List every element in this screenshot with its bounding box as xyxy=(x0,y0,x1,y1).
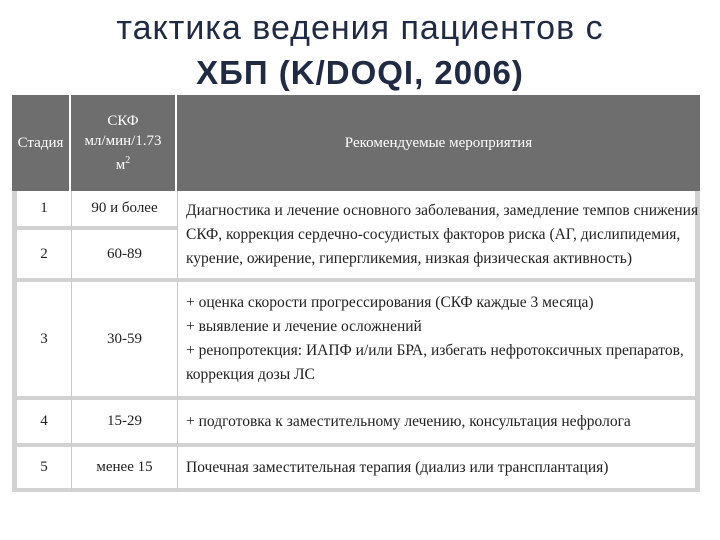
measures-3-line4: коррекция дозы ЛС xyxy=(186,366,315,383)
measures-stage-3 xyxy=(177,282,700,400)
ckd-management-table xyxy=(12,95,700,503)
stage-4-cell: 4 xyxy=(12,400,71,447)
measures-1-2-line1: Диагностика и лечение основного заболевания, замедление темпов снижения xyxy=(186,201,699,219)
measures-3-line3: + ренопротекция: ИАПФ и/или БРА, избегать нефротоксичных препаратов, xyxy=(186,342,684,359)
gfr-5-cell: менее 15 xyxy=(71,447,177,492)
measures-1-2-line3: курение, ожирение, гипергликемия, низкая физическая активность) xyxy=(186,249,632,267)
measures-stage-4: + подготовка к заместительному лечению, консультация нефролога xyxy=(177,400,700,447)
measures-1-2-line2: СКФ, коррекция сердечно-сосудистых факторов риска (АГ, дислипидемия, xyxy=(186,225,681,243)
gfr-1-cell: 90 и более xyxy=(71,191,177,230)
title-line-1: тактика ведения пациентов с xyxy=(116,9,604,47)
header-gfr-line2: мл/мин/1.73 xyxy=(84,133,162,149)
measures-stages-1-2 xyxy=(177,191,700,282)
stage-3-cell: 3 xyxy=(12,282,71,400)
header-stage: Стадия xyxy=(12,95,71,191)
header-gfr-line1: СКФ xyxy=(107,113,139,129)
stage-1-cell: 1 xyxy=(12,191,71,230)
gfr-4-cell: 15-29 xyxy=(71,400,177,447)
stage-2-cell: 2 xyxy=(12,230,71,282)
header-gfr-line3 xyxy=(116,151,131,175)
gfr-2-cell: 60-89 xyxy=(71,230,177,282)
slide-title xyxy=(0,6,720,96)
header-gfr xyxy=(71,95,177,191)
title-line-2: ХБП (K/DOQI, 2006) xyxy=(196,54,524,91)
measures-3-line1: + оценка скорости прогрессирования (СКФ каждые 3 месяца) xyxy=(186,294,594,311)
measures-stage-5: Почечная заместительная терапия (диализ или трансплантация) xyxy=(177,447,700,492)
header-gfr-unit: м xyxy=(115,157,126,173)
gfr-3-cell: 30-59 xyxy=(71,282,177,400)
measures-3-line2: + выявление и лечение осложнений xyxy=(186,318,422,335)
header-gfr-sup: 2 xyxy=(125,155,131,166)
header-measures: Рекомендуемые мероприятия xyxy=(177,95,700,191)
stage-5-cell: 5 xyxy=(12,447,71,492)
